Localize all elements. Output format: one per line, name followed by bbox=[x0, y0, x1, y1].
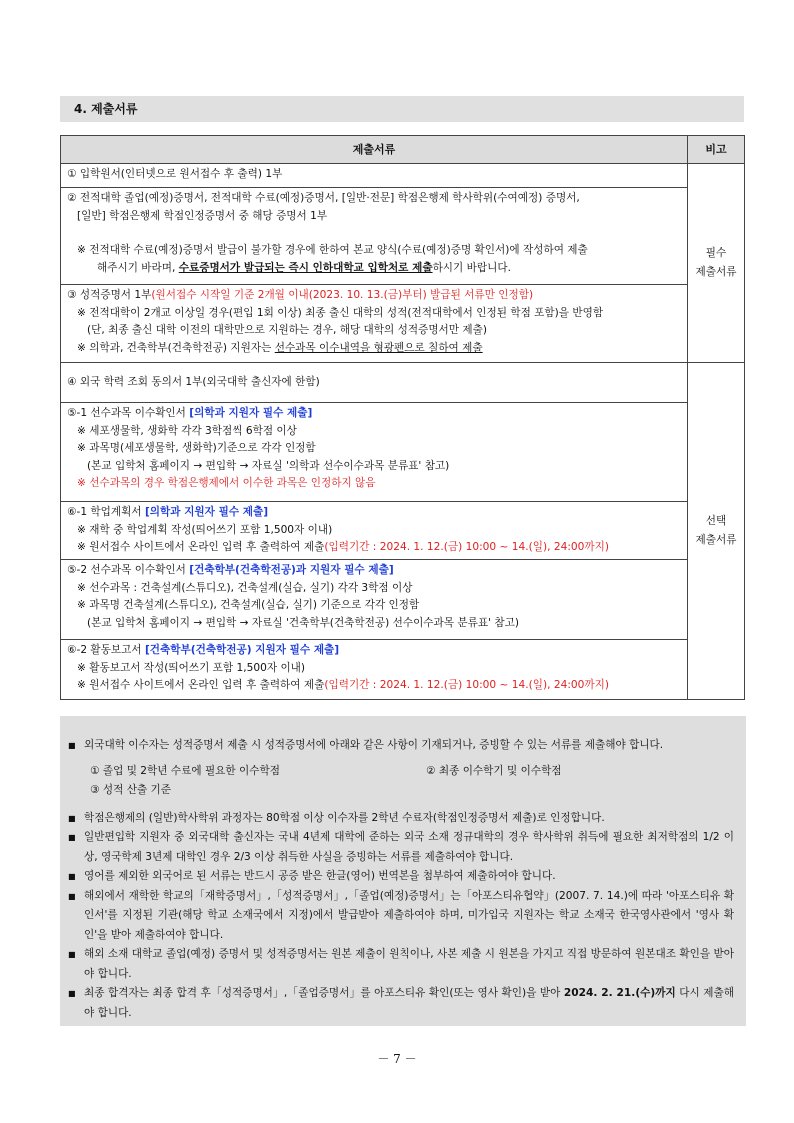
note-foreign-transcript: ■ 외국대학 이수자는 성적증명서 제출 시 성적증명서에 아래와 같은 사항이 기재되거나, 증빙할 수 있는 서류를 제출해야 합니다. bbox=[68, 739, 664, 751]
sub-item-1: ① 졸업 및 2학년 수료에 필요한 이수학점 bbox=[90, 764, 280, 777]
note-credit-bank: ■ 학점은행제의 (일반)학사학위 과정자는 80학점 이상 이수자를 2학년 수료자(학점인정증명서 제출)로 인정합니다. bbox=[68, 811, 605, 824]
table-row: ② 전적대학 졸업(예정)증명서, 전적대학 수료(예정)증명서, [일반·전문] 학점은행제 학사학위(수여예정) 증명서, [일반] 학점은행제 학점인정증명서 중 해당 증명서 1부 ※ 전적대학 수료(예정)증명서 발급이 불가할 경우에 한하여 본교 양식(수료(예정)증명 확인서)에 작성하여 제출 해주시기 바라며, 수료증명서가 발급되는 즉시 인하대학교 입학처로 제출하시기 바랍니다. bbox=[61, 188, 745, 285]
header-docs: 제출서류 bbox=[61, 136, 688, 164]
note-apostille: ■ 해외에서 재학한 학교의「재학증명서」,「성적증명서」,「졸업(예정)증명서」는「아포스티유협약」(2007. 7. 14.)에 따라 '아포스티유 확인서'를 지정된 기관(해당 학교 소재국에서 지정)에서 발급받아 제출하여야 하며, 미가입국 지원자는 학교 소재국 한국영사관에서 '영사 확인'을 받아 제출하여야 합니다. bbox=[68, 889, 734, 941]
notes-box bbox=[60, 716, 746, 1026]
table-header-row bbox=[61, 136, 745, 164]
row-study-plan: ⑥-1 학업계획서 [의학과 지원자 필수 제출] bbox=[67, 506, 269, 518]
note-original-docs: ■ 해외 소재 대학교 졸업(예정) 증명서 및 성적증명서는 원본 제출이 원칙이나, 사본 제출 시 원본을 가지고 직접 방문하여 원본대조 확인을 받아야 합니다. bbox=[68, 948, 734, 980]
note-final-submission: ■ 최종 합격자는 최종 합격 후「성적증명서」,「졸업증명서」를 아포스티유 확인(또는 영사 확인)을 받아 2024. 2. 21.(수)까지 다시 제출해야 합니다. bbox=[68, 987, 734, 1019]
note-foreign-university: ■ 일반편입학 지원자 중 외국대학 출신자는 국내 4년제 대학에 준하는 외국 소재 정규대학의 경우 학사학위 취득에 필요한 최저학점의 1/2 이상, 영국학제 3년제 대학인 경우 2/3 이상 취득한 사실을 증빙하는 서류를 제출하여야 합니다. bbox=[68, 831, 734, 863]
page-number: － 7 － bbox=[377, 1052, 417, 1066]
table-row bbox=[61, 164, 745, 188]
row-transcript: ③ 성적증명서 1부(원서접수 시작일 기준 2개월 이내(2023. 10. 13.(금)부터) 발급된 서류만 인정함) bbox=[67, 289, 534, 301]
note-optional: 선택 제출서류 bbox=[688, 363, 745, 700]
row-prerequisite-architecture: ⑤-2 선수과목 이수확인서 [건축학부(건축학전공)과 지원자 필수 제출] bbox=[67, 564, 394, 576]
row-graduation-cert: ② 전적대학 졸업(예정)증명서, 전적대학 수료(예정)증명서, [일반·전문] 학점은행제 학사학위(수여예정) 증명서, bbox=[67, 192, 580, 204]
header-note: 비고 bbox=[688, 136, 745, 164]
documents-table bbox=[60, 135, 745, 700]
row-foreign-consent: ④ 외국 학력 조회 동의서 1부(외국대학 출신자에 한함) bbox=[67, 375, 320, 388]
sub-item-2: ② 최종 이수학기 및 이수학점 bbox=[426, 764, 562, 777]
table-row: ⑤-2 선수과목 이수확인서 [건축학부(건축학전공)과 지원자 필수 제출] ※ 선수과목 : 건축설계(스튜디오), 건축설계(실습, 실기) 각각 3학점 이상 ※ 과목명 건축설계(스튜디오), 건축설계(실습, 실기) 기준으로 각각 인정함 (본교 입학처 홈페이지 → 편입학 → 자료실 '건축학부(건축학전공) 선수이수과목 분류표' 참고) bbox=[61, 560, 745, 640]
table-row bbox=[61, 363, 745, 403]
table-row: ⑤-1 선수과목 이수확인서 [의학과 지원자 필수 제출] ※ 세포생물학, 생화학 각각 3학점씩 6학점 이상 ※ 과목명(세포생물학, 생화학)기준으로 각각 인정함 (본교 입학처 홈페이지 → 편입학 → 자료실 '의학과 선수이수과목 분류표' 참고) ※ 선수과목의 경우 학점은행제에서 이수한 과목은 인정하지 않음 bbox=[61, 403, 745, 502]
table-row: ⑥-1 학업계획서 [의학과 지원자 필수 제출] ※ 재학 중 학업계획 작성(띄어쓰기 포함 1,500자 이내) ※ 원서접수 사이트에서 온라인 입력 후 출력하여 제출(입력기간 : 2024. 1. 12.(금) 10:00 ~ 14.(일), 24:00까지) bbox=[61, 502, 745, 560]
row-prerequisite-medicine: ⑤-1 선수과목 이수확인서 [의학과 지원자 필수 제출] bbox=[67, 407, 313, 419]
row-activity-report: ⑥-2 활동보고서 [건축학부(건축학전공) 지원자 필수 제출] bbox=[67, 644, 340, 656]
table-row: ⑥-2 활동보고서 [건축학부(건축학전공) 지원자 필수 제출] ※ 활동보고서 작성(띄어쓰기 포함 1,500자 이내) ※ 원서접수 사이트에서 온라인 입력 후 출력하여 제출(입력기간 : 2024. 1. 12.(금) 10:00 ~ 14.(일), 24:00까지) bbox=[61, 640, 745, 700]
note-required: 필수 제출서류 bbox=[688, 164, 745, 363]
section-title: 4. 제출서류 bbox=[60, 96, 744, 122]
note-translation: ■ 영어를 제외한 외국어로 된 서류는 반드시 공증 받은 한글(영어) 번역본을 첨부하여 제출하여야 합니다. bbox=[68, 870, 556, 882]
sub-item-3: ③ 성적 산출 기준 bbox=[90, 784, 172, 796]
table-row: ③ 성적증명서 1부(원서접수 시작일 기준 2개월 이내(2023. 10. 13.(금)부터) 발급된 서류만 인정함) ※ 전적대학이 2개교 이상일 경우(편입 1회 이상) 최종 출신 대학의 성적(전적대학에서 인정된 학점 포함)을 반영함 (단, 최종 출신 대학 이전의 대학만으로 지원하는 경우, 해당 대학의 성적증명서만 제출) ※ 의학과, 건축학부(건축학전공) 지원자는 선수과목 이수내역을 형광펜으로 칠하여 제출 bbox=[61, 285, 745, 363]
row-application-form: ① 입학원서(인터넷으로 원서접수 후 출력) 1부 bbox=[67, 168, 283, 180]
